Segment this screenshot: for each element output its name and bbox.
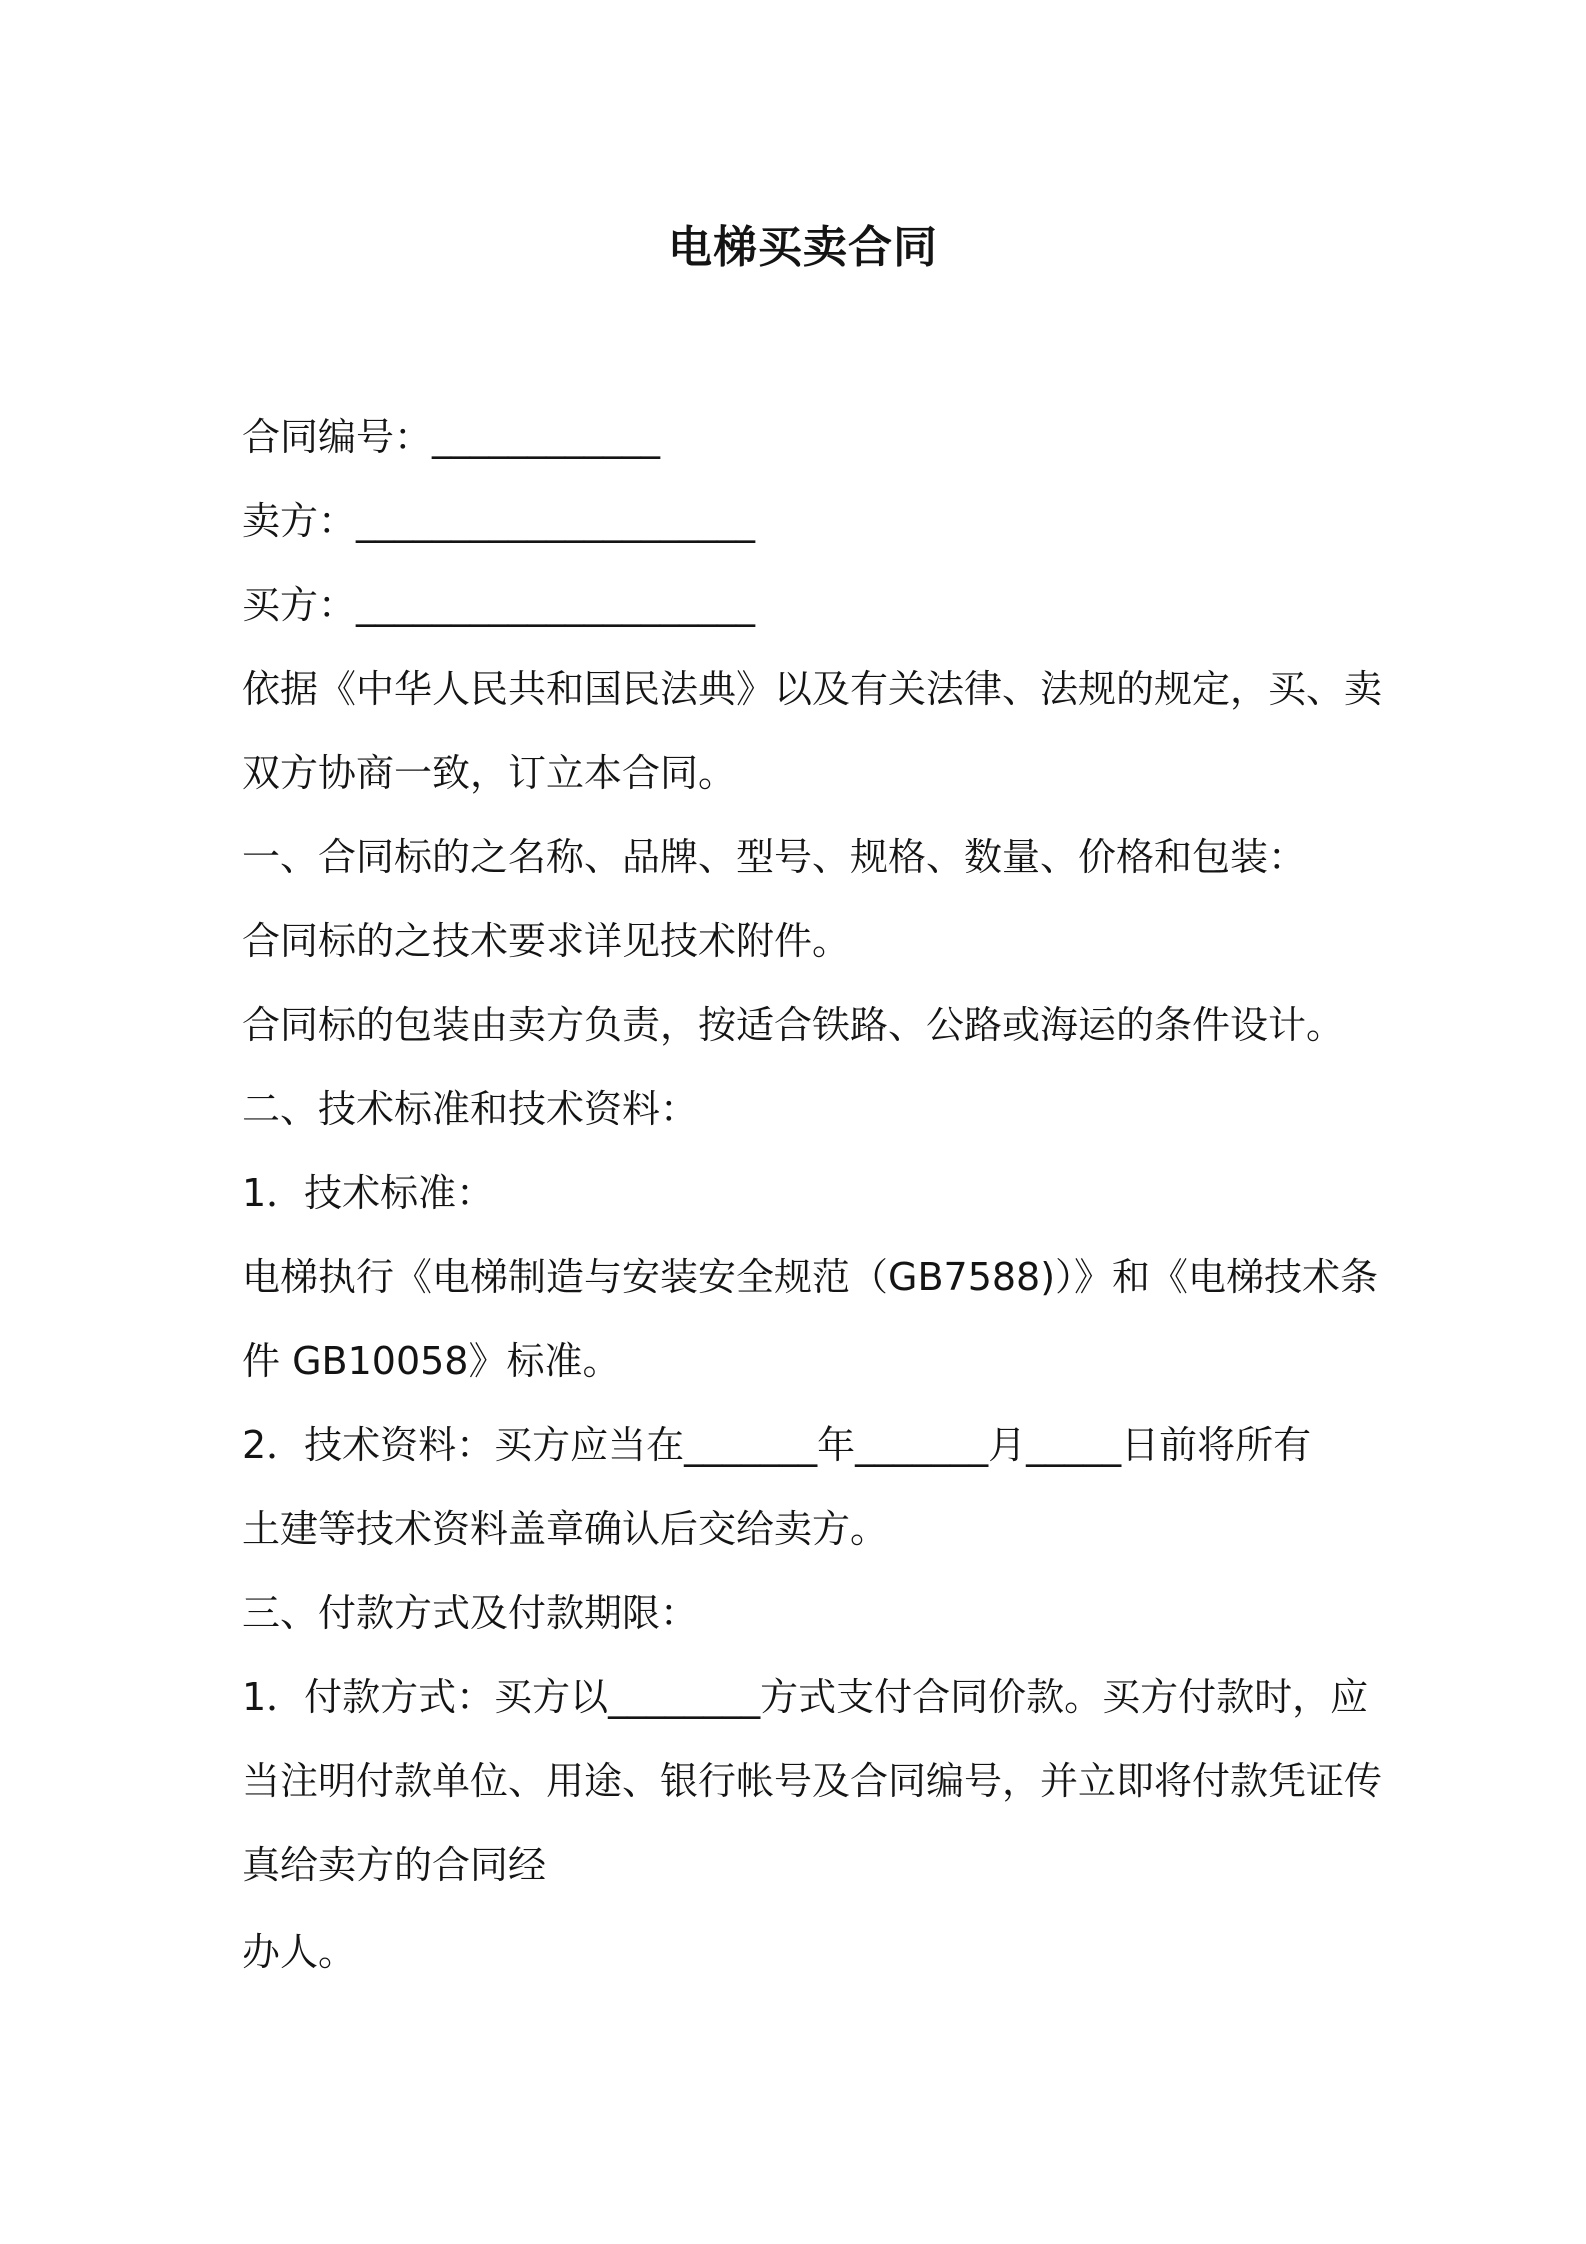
section-2-item-1-line-1: 电梯执行《电梯制造与安装安全规范（GB7588)）》和《电梯技术条 — [242, 1255, 1379, 1299]
section-2-heading: 二、技术标准和技术资料： — [242, 1087, 699, 1131]
section-2-item-2-line-1: 2．技术资料：买方应当在_______年_______月_____日前将所有 — [242, 1423, 1312, 1467]
section-3-item-1-line-2: 当注明付款单位、用途、银行帐号及合同编号，并立即将付款凭证传 — [242, 1759, 1383, 1803]
section-1-technical-requirements: 合同标的之技术要求详见技术附件。 — [242, 919, 851, 963]
section-2-item-1-heading: 1．技术标准： — [242, 1171, 495, 1215]
preamble-line-2: 双方协商一致，订立本合同。 — [242, 751, 737, 795]
section-2-item-2-line-2: 土建等技术资料盖章确认后交给卖方。 — [242, 1507, 889, 1551]
section-3-item-1-line-1: 1．付款方式：买方以________方式支付合同价款。买方付款时，应 — [242, 1675, 1369, 1719]
preamble-line-1: 依据《中华人民共和国民法典》以及有关法律、法规的规定，买、卖 — [242, 667, 1383, 711]
buyer-line: 买方：_____________________ — [242, 583, 756, 627]
seller-line: 卖方：_____________________ — [242, 499, 756, 543]
contract-number-line: 合同编号：____________ — [242, 415, 661, 459]
section-2-item-1-line-2: 件 GB10058》标准。 — [242, 1339, 621, 1383]
section-1-packaging: 合同标的包装由卖方负责，按适合铁路、公路或海运的条件设计。 — [242, 1003, 1345, 1047]
section-3-item-1-line-3: 真给卖方的合同经 — [242, 1843, 547, 1887]
section-3-heading: 三、付款方式及付款期限： — [242, 1591, 699, 1635]
document-title: 电梯买卖合同 — [668, 222, 938, 273]
section-3-item-1-line-4: 办人。 — [242, 1930, 357, 1974]
section-1-heading: 一、合同标的之名称、品牌、型号、规格、数量、价格和包装： — [242, 835, 1307, 879]
document-body — [242, 395, 1383, 1994]
